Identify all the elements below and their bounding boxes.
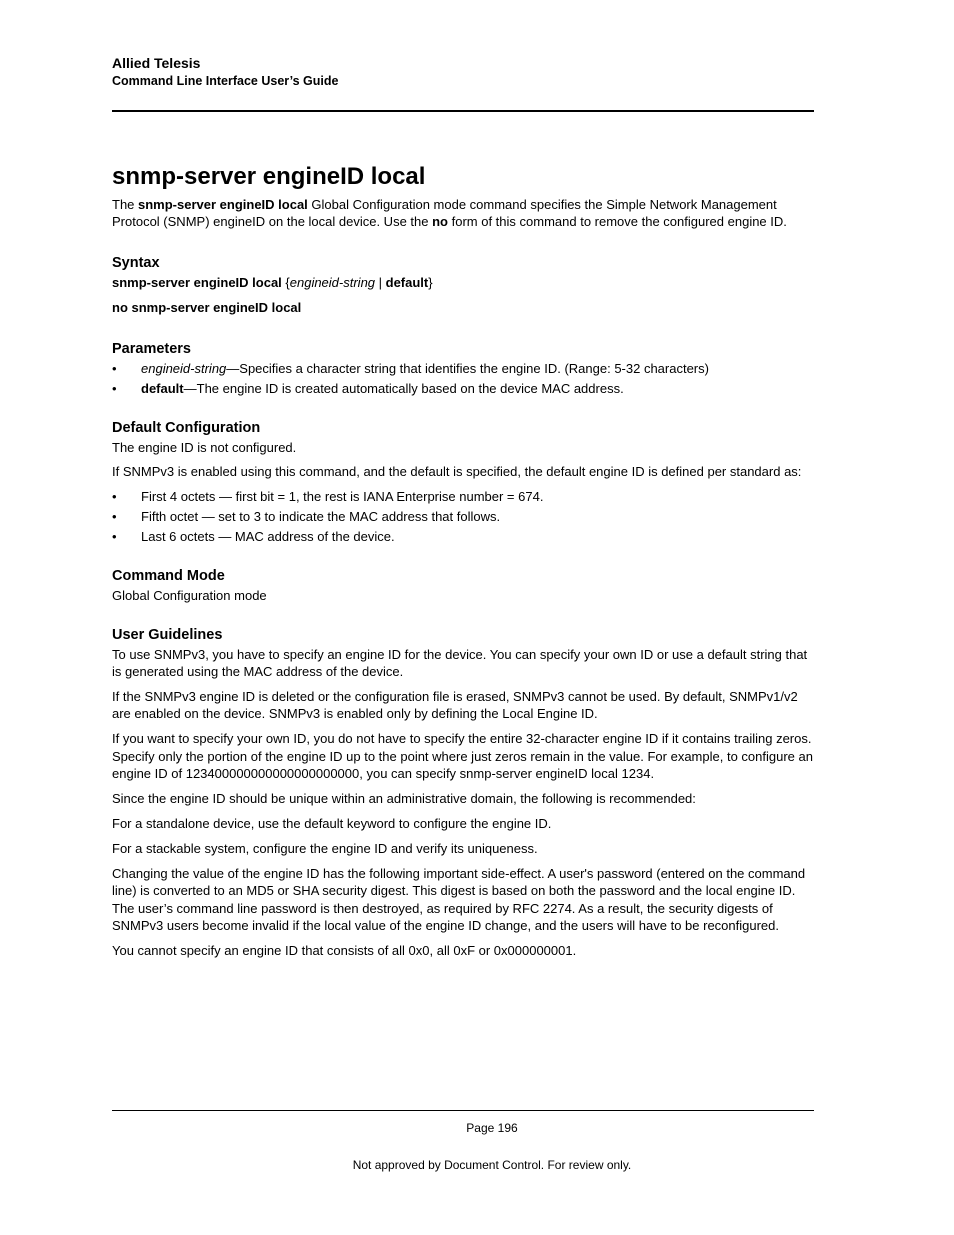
default-config-detail: If SNMPv3 is enabled using this command, and the default is specified, the default engine ID is defined per standard as: (112, 464, 802, 480)
bullet-icon: • (112, 361, 117, 377)
default-config-text: The engine ID is not configured. (112, 439, 297, 455)
command-mode-text: Global Configuration mode (112, 587, 267, 603)
intro-text-1: The (112, 197, 139, 212)
parameters-heading: Parameters (112, 341, 191, 358)
bullet-icon: • (112, 529, 117, 545)
guideline-paragraph: If the SNMPv3 engine ID is deleted or the configuration file is erased, SNMPv3 cannot be used. By default, SNMPv1/v2 are enabled on the device. SNMPv3 is enabled only by defining the Local Engine ID. (112, 688, 798, 722)
parameter-term: default (141, 381, 184, 397)
list-item (112, 508, 814, 525)
parameters-list (112, 360, 814, 397)
guideline-paragraph: Since the engine ID should be unique within an administrative domain, the following is recommended: (112, 791, 696, 806)
intro-text-2: Global Configuration mode command specifies the Simple Network Management Protocol (SNMP) engineID on the local device. Use the (112, 197, 777, 230)
intro-no-keyword: no (432, 214, 448, 230)
list-item (112, 380, 814, 397)
syntax-no-command: no snmp-server engineID local (112, 300, 302, 316)
list-item (112, 488, 814, 505)
list-item (112, 528, 814, 545)
main-content (112, 162, 814, 967)
intro-text-3: form of this command to remove the configured engine ID. (448, 214, 787, 230)
list-item-text: First 4 octets — first bit = 1, the rest is IANA Enterprise number = 674. (141, 489, 544, 505)
command-mode-heading: Command Mode (112, 567, 225, 584)
syntax-option: default (385, 275, 429, 291)
bullet-icon: • (112, 381, 117, 397)
intro-paragraph (112, 196, 814, 231)
syntax-brace-open: { (281, 275, 290, 291)
syntax-brace-close: } (428, 275, 433, 291)
guideline-paragraph: You cannot specify an engine ID that consists of all 0x0, all 0xF or 0x000000001. (112, 942, 577, 958)
guideline-paragraph: Changing the value of the engine ID has the following important side-effect. A user's password (entered on the command line) is converted to an MD5 or SHA security digest. This digest is based on both the password and the local engine ID. The user’s command line password is then destroyed, as required by RFC 2274. As a result, the security digests of SNMPv3 users become invalid if the local value of the engine ID change, and the users will have to be reconfigured. (112, 865, 806, 933)
list-item (112, 360, 814, 377)
syntax-line-1 (112, 274, 814, 291)
syntax-separator: | (375, 275, 386, 291)
review-notice: Not approved by Document Control. For review only. (352, 1158, 632, 1172)
default-config-list (112, 488, 814, 545)
syntax-line-2 (112, 299, 814, 316)
syntax-command: snmp-server engineID local (112, 275, 282, 291)
footer-divider (112, 1110, 814, 1111)
default-config-heading: Default Configuration (112, 419, 261, 436)
parameter-description: —The engine ID is created automatically based on the device MAC address. (183, 381, 624, 397)
intro-command: snmp-server engineID local (138, 197, 308, 212)
bullet-icon: • (112, 489, 117, 505)
guideline-paragraph: For a stackable system, configure the engine ID and verify its uniqueness. (112, 840, 538, 856)
bullet-icon: • (112, 509, 117, 525)
header-divider (112, 110, 814, 112)
guideline-paragraph: To use SNMPv3, you have to specify an engine ID for the device. You can specify your own ID or use a default string that is generated using the MAC address of the device. (112, 646, 808, 680)
syntax-heading: Syntax (112, 255, 160, 272)
header-guide-title: Command Line Interface User’s Guide (112, 74, 339, 88)
parameter-description: —Specifies a character string that identifies the engine ID. (Range: 5-32 characters) (226, 361, 709, 377)
header-company: Allied Telesis (112, 55, 201, 71)
list-item-text: Last 6 octets — MAC address of the device. (141, 529, 395, 545)
guideline-paragraph: For a standalone device, use the default keyword to configure the engine ID. (112, 815, 552, 831)
guideline-paragraph: If you want to specify your own ID, you do not have to specify the entire 32-character engine ID if it contains trailing zeros. Specify only the portion of the engine ID up to the point where just zeros remain in the value. For example, to configure an engine ID of 123400000000000000000000, you can specify snmp-server engineID local 1234. (112, 731, 813, 782)
list-item-text: Fifth octet — set to 3 to indicate the MAC address that follows. (141, 509, 501, 525)
syntax-argument: engineid-string (289, 275, 376, 291)
page-title: snmp-server engineID local (112, 163, 426, 190)
page-number: Page 196 (466, 1121, 518, 1135)
user-guidelines-heading: User Guidelines (112, 626, 223, 643)
parameter-term: engineid-string (141, 361, 227, 377)
